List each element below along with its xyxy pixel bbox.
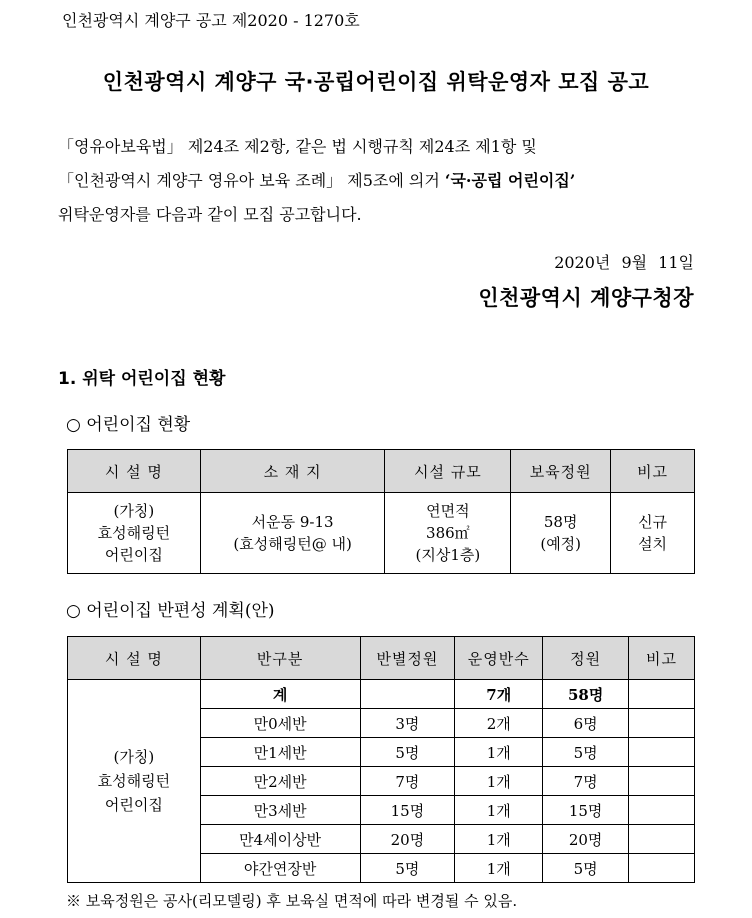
intro-line-3: 위탁운영자를 다음과 같이 모집 공고합니다. [58, 205, 362, 224]
note-cell [629, 738, 695, 767]
per-class-cell: 5명 [360, 854, 455, 883]
intro-line-2 [58, 164, 698, 198]
per-class-cell: 5명 [360, 738, 455, 767]
total-cell: 7명 [543, 767, 629, 796]
per-class-cell: 7명 [360, 767, 455, 796]
note-cell [629, 767, 695, 796]
class-cell: 야간연장반 [200, 854, 360, 883]
per-class-cell: 15명 [360, 796, 455, 825]
intro-line-1: 「영유아보육법」 제24조 제2항, 같은 법 시행규칙 제24조 제1항 및 [58, 137, 537, 156]
document-number: 인천광역시 계양구 공고 제2020 - 1270호 [62, 11, 360, 30]
cell-line: 어린이집 [104, 546, 163, 564]
intro-paragraph [58, 130, 698, 232]
class-cell: 만3세반 [200, 796, 360, 825]
cell-line: 설치 [638, 535, 668, 553]
table-header-row [68, 637, 695, 680]
header-cell: 시설 규모 [385, 450, 511, 493]
cell-line: 신규 [638, 513, 668, 531]
cell-line: 어린이집 [104, 796, 163, 814]
note-cell [629, 854, 695, 883]
total-cell: 5명 [543, 854, 629, 883]
sub-heading-class-plan: ○ 어린이집 반편성 계획(안) [66, 601, 275, 621]
class-cell: 만4세이상반 [200, 825, 360, 854]
signer: 인천광역시 계양구청장 [478, 286, 694, 310]
facility-status-table [67, 449, 695, 574]
header-cell: 반구분 [200, 637, 360, 680]
document-title: 인천광역시 계양구 국·공립어린이집 위탁운영자 모집 공고 [102, 70, 650, 94]
header-cell: 보육정원 [511, 450, 611, 493]
header-cell: 비고 [629, 637, 695, 680]
total-cell: 5명 [543, 738, 629, 767]
cell-line: (가칭) [113, 502, 155, 520]
table-row-total [68, 680, 695, 709]
announcement-date: 2020년 9월 11일 [554, 253, 694, 272]
facility-name-cell [68, 493, 201, 574]
cell-line: (효성해링턴@ 내) [233, 535, 352, 553]
total-cell: 20명 [543, 825, 629, 854]
header-cell: 소 재 지 [200, 450, 385, 493]
class-count-cell: 1개 [455, 825, 543, 854]
class-count-cell: 1개 [455, 767, 543, 796]
cell-line: (가칭) [113, 748, 155, 766]
cell-line: 386㎡ [426, 524, 470, 542]
per-class-cell [360, 680, 455, 709]
class-cell: 계 [200, 680, 360, 709]
note-cell [629, 796, 695, 825]
note-cell [611, 493, 695, 574]
table-header-row [68, 450, 695, 493]
header-cell: 비고 [611, 450, 695, 493]
sub-heading-status: ○ 어린이집 현황 [66, 415, 191, 435]
capacity-cell [511, 493, 611, 574]
section-heading: 1. 위탁 어린이집 현황 [58, 369, 226, 389]
intro-emphasis: ‘국·공립 어린이집’ [444, 171, 576, 190]
footnote: ※ 보육정원은 공사(리모델링) 후 보육실 면적에 따라 변경될 수 있음. [66, 892, 518, 910]
header-cell: 시 설 명 [68, 450, 201, 493]
cell-line: 효성해링턴 [97, 772, 171, 790]
cell-line: (예정) [540, 535, 582, 553]
class-count-cell: 1개 [455, 854, 543, 883]
class-count-cell: 1개 [455, 796, 543, 825]
header-cell: 시 설 명 [68, 637, 201, 680]
cell-line: 58명 [543, 513, 578, 531]
class-cell: 만2세반 [200, 767, 360, 796]
class-count-cell: 1개 [455, 738, 543, 767]
cell-line: 연면적 [426, 502, 470, 520]
class-cell: 만1세반 [200, 738, 360, 767]
class-count-cell: 7개 [455, 680, 543, 709]
table-row [68, 493, 695, 574]
header-cell: 운영반수 [455, 637, 543, 680]
header-cell: 반별정원 [360, 637, 455, 680]
total-cell: 58명 [543, 680, 629, 709]
class-count-cell: 2개 [455, 709, 543, 738]
header-cell: 정원 [543, 637, 629, 680]
note-cell [629, 709, 695, 738]
cell-line: 서운동 9-13 [251, 513, 334, 531]
class-plan-table [67, 636, 695, 883]
class-cell: 만0세반 [200, 709, 360, 738]
cell-line: (지상1층) [415, 546, 481, 564]
intro-line-2-text: 「인천광역시 계양구 영유아 보육 조례」 제5조에 의거 [58, 171, 445, 190]
total-cell: 15명 [543, 796, 629, 825]
location-cell [200, 493, 385, 574]
total-cell: 6명 [543, 709, 629, 738]
per-class-cell: 3명 [360, 709, 455, 738]
scale-cell [385, 493, 511, 574]
cell-line: 효성해링턴 [97, 524, 171, 542]
note-cell [629, 825, 695, 854]
facility-name-cell [68, 680, 201, 883]
note-cell [629, 680, 695, 709]
per-class-cell: 20명 [360, 825, 455, 854]
